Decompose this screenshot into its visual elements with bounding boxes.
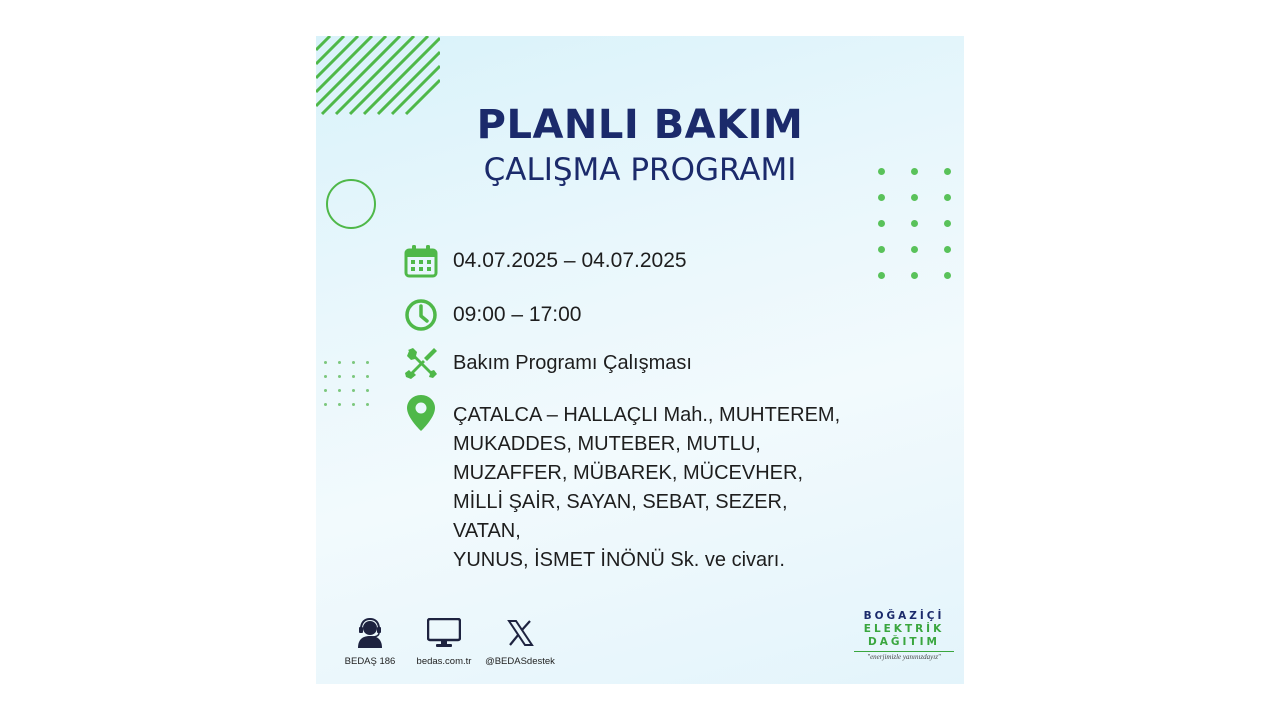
date-row [404,244,687,278]
time-row [404,298,581,332]
brand-line-3: DAĞITIM [868,636,940,648]
monitor-icon [427,618,461,648]
poster-subtitle: ÇALIŞMA PROGRAMI [483,152,797,188]
headset-agent-icon [355,618,385,648]
brand-line-2: ELEKTRİK [863,623,945,635]
map-pin-icon [404,394,438,432]
time-range-text: 09:00 – 17:00 [453,303,582,326]
location-line: ÇATALCA – HALLAÇLI Mah., MUHTEREM, [453,404,841,426]
work-type-text: Bakım Programı Çalışması [453,352,692,374]
clock-icon [404,298,438,332]
footer-phone-label: BEDAŞ 186 [344,656,396,667]
work-type-row [404,346,692,380]
calendar-icon [404,244,438,278]
location-row [404,394,853,575]
location-text [453,394,853,575]
footer-web-label: bedas.com.tr [416,656,472,667]
location-line: MİLLİ ŞAİR, SAYAN, SEBAT, SEZER, VATAN, [453,491,788,542]
brand-logo [854,610,954,661]
maintenance-poster [316,36,964,684]
location-line: YUNUS, İSMET İNÖNÜ Sk. ve civarı. [453,549,785,571]
footer-phone [330,618,410,667]
wrench-screwdriver-icon [404,346,438,380]
brand-line-1: BOĞAZİÇİ [863,610,945,622]
date-range-text: 04.07.2025 – 04.07.2025 [453,249,687,272]
x-logo-icon [505,618,535,648]
location-line: MUKADDES, MUTEBER, MUTLU, [453,433,761,455]
dot-grid-decoration-left [324,361,369,406]
poster-title: PLANLI BAKIM [476,102,804,148]
footer-x [480,618,560,667]
location-line: MUZAFFER, MÜBAREK, MÜCEVHER, [453,462,804,484]
footer-x-label: @BEDASdestek [485,656,555,667]
brand-slogan: "enerjimizle yanınızdayız" [854,651,954,661]
footer-web [404,618,484,667]
